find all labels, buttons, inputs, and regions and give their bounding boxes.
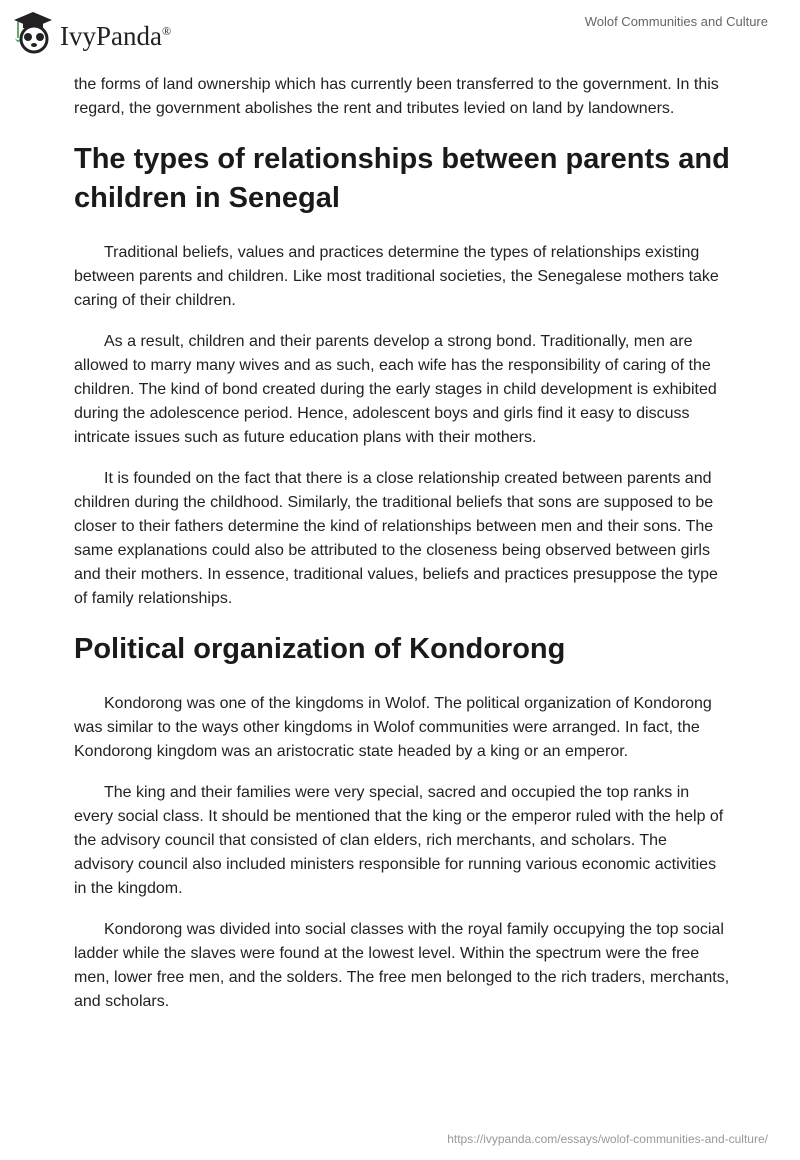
paragraph: Traditional beliefs, values and practices determine the types of relationships existing between parents and children. Like most traditional societies, the Senegalese mothers take caring of their children. bbox=[74, 244, 719, 309]
paragraph: the forms of land ownership which has currently been transferred to the government. In this regard, the government abolishes the rent and tributes levied on land by landowners. bbox=[74, 76, 719, 117]
source-url[interactable]: https://ivypanda.com/essays/wolof-communities-and-culture/ bbox=[447, 1132, 768, 1146]
page-header bbox=[0, 0, 800, 60]
logo-text: IvyPanda® bbox=[60, 20, 172, 51]
document-title: Wolof Communities and Culture bbox=[584, 14, 768, 29]
paragraph: As a result, children and their parents develop a strong bond. Traditionally, men are allowed to marry many wives and as such, each wife has the responsibility of caring of the children. The kind of bond created during the early stages in child development is exhibited during the adolescence period. Hence, adolescent boys and girls find it easy to discuss intricate issues such as future education plans with their mothers. bbox=[74, 333, 717, 446]
section-heading: The types of relationships between parents and children in Senegal bbox=[74, 143, 730, 214]
essay-content bbox=[74, 73, 730, 1031]
section-heading: Political organization of Kondorong bbox=[74, 633, 566, 665]
panda-graduate-icon bbox=[12, 8, 54, 54]
paragraph: Kondorong was one of the kingdoms in Wolof. The political organization of Kondorong was similar to the ways other kingdoms in Wolof communities were arranged. In fact, the Kondorong kingdom was an aristocratic state headed by a king or an emperor. bbox=[74, 695, 712, 760]
paragraph: The king and their families were very special, sacred and occupied the top ranks in every social class. It should be mentioned that the king or the emperor ruled with the help of the advisory council that consisted of clan elders, rich merchants, and scholars. The advisory council also included ministers responsible for running various economic activities in the kingdom. bbox=[74, 784, 724, 897]
paragraph: Kondorong was divided into social classes with the royal family occupying the top social ladder while the slaves were found at the lowest level. Within the spectrum were the free men, lower free men, and the solders. The free men belonged to the rich traders, merchants, and scholars. bbox=[74, 921, 730, 1010]
ivypanda-logo[interactable] bbox=[12, 8, 171, 54]
paragraph: It is founded on the fact that there is a close relationship created between parents and children during the childhood. Similarly, the traditional beliefs that sons are supposed to be closer to their fathers determine the kind of relationships between men and their sons. The same explanations could also be attributed to the closeness being observed between girls and their mothers. In essence, traditional values, beliefs and practices presuppose the type of family relationships. bbox=[74, 470, 718, 607]
